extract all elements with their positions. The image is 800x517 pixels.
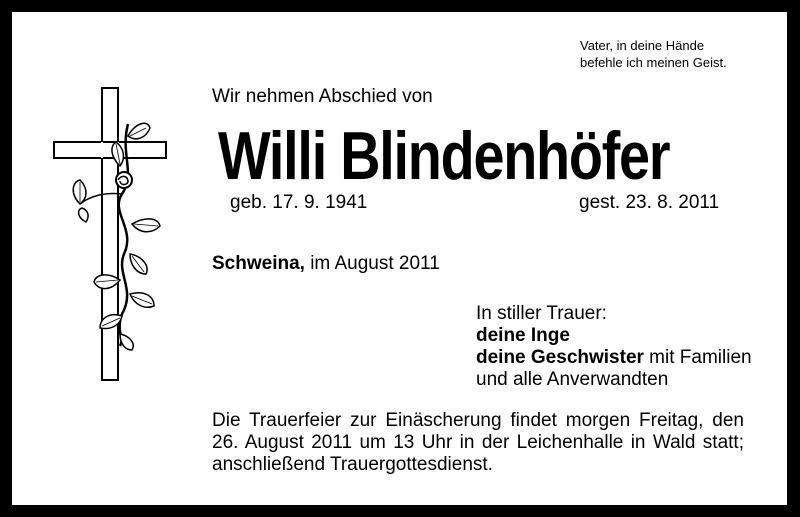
service-line-2: 26. August 2011 um 13 Uhr in der Leichenhalle in Wald statt; (212, 432, 744, 453)
town-name: Schweina, (212, 253, 305, 274)
mourners-block (476, 303, 752, 391)
intro-text: Wir nehmen Abschied von (212, 86, 433, 107)
mourner-line-2-rest: mit Familien (643, 347, 752, 368)
bible-quote-line-2: befehle ich meinen Geist. (580, 55, 727, 70)
cross-with-rose-icon (50, 84, 170, 389)
place-and-date (212, 253, 440, 275)
mourner-line-3: und alle Anverwandten (476, 369, 669, 390)
month-year: im August 2011 (310, 253, 440, 274)
service-line-1: Die Trauerfeier zur Einäscherung findet morgen Freitag, den (212, 410, 744, 431)
mourner-line-2-bold: deine Geschwister (476, 347, 644, 368)
mourners-heading: In stiller Trauer: (476, 303, 607, 324)
birth-date: geb. 17. 9. 1941 (230, 192, 368, 213)
service-line-3: anschließend Trauergottesdienst. (212, 454, 493, 475)
bible-quote (580, 37, 727, 71)
obituary-card (12, 12, 787, 505)
deceased-name: Willi Blindenhöfer (218, 118, 670, 194)
funeral-service-notice (212, 410, 744, 476)
mourner-line-1: deine Inge (476, 325, 570, 346)
death-date: gest. 23. 8. 2011 (579, 192, 720, 213)
mourner-line-2 (476, 347, 752, 369)
bible-quote-line-1: Vater, in deine Hände (580, 38, 705, 53)
